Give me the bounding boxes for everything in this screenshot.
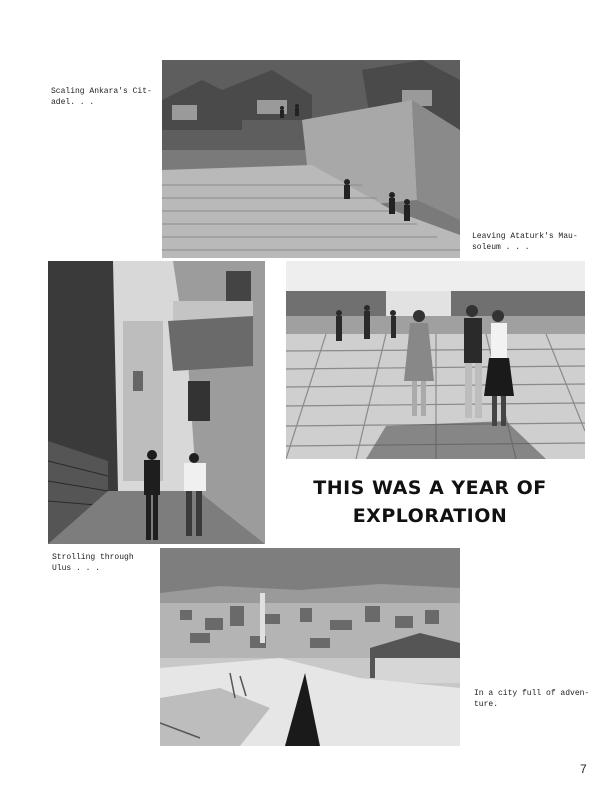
- caption-citadel: Scaling Ankara's Cit- adel. . .: [51, 87, 152, 107]
- citadel-photo: [162, 60, 460, 258]
- headline-line-1: THIS WAS A YEAR OF: [313, 477, 547, 499]
- caption-ulus: Strolling through Ulus . . .: [52, 553, 134, 573]
- caption-mausoleum: Leaving Ataturk's Mau- soleum . . .: [472, 232, 578, 252]
- headline-line-2: EXPLORATION: [352, 505, 508, 527]
- mausoleum-photo: [286, 261, 585, 459]
- city-panorama-photo: [160, 548, 460, 746]
- page-number: 7: [580, 762, 587, 776]
- caption-city: In a city full of adven- ture.: [474, 689, 590, 709]
- ulus-street-photo: [48, 261, 265, 544]
